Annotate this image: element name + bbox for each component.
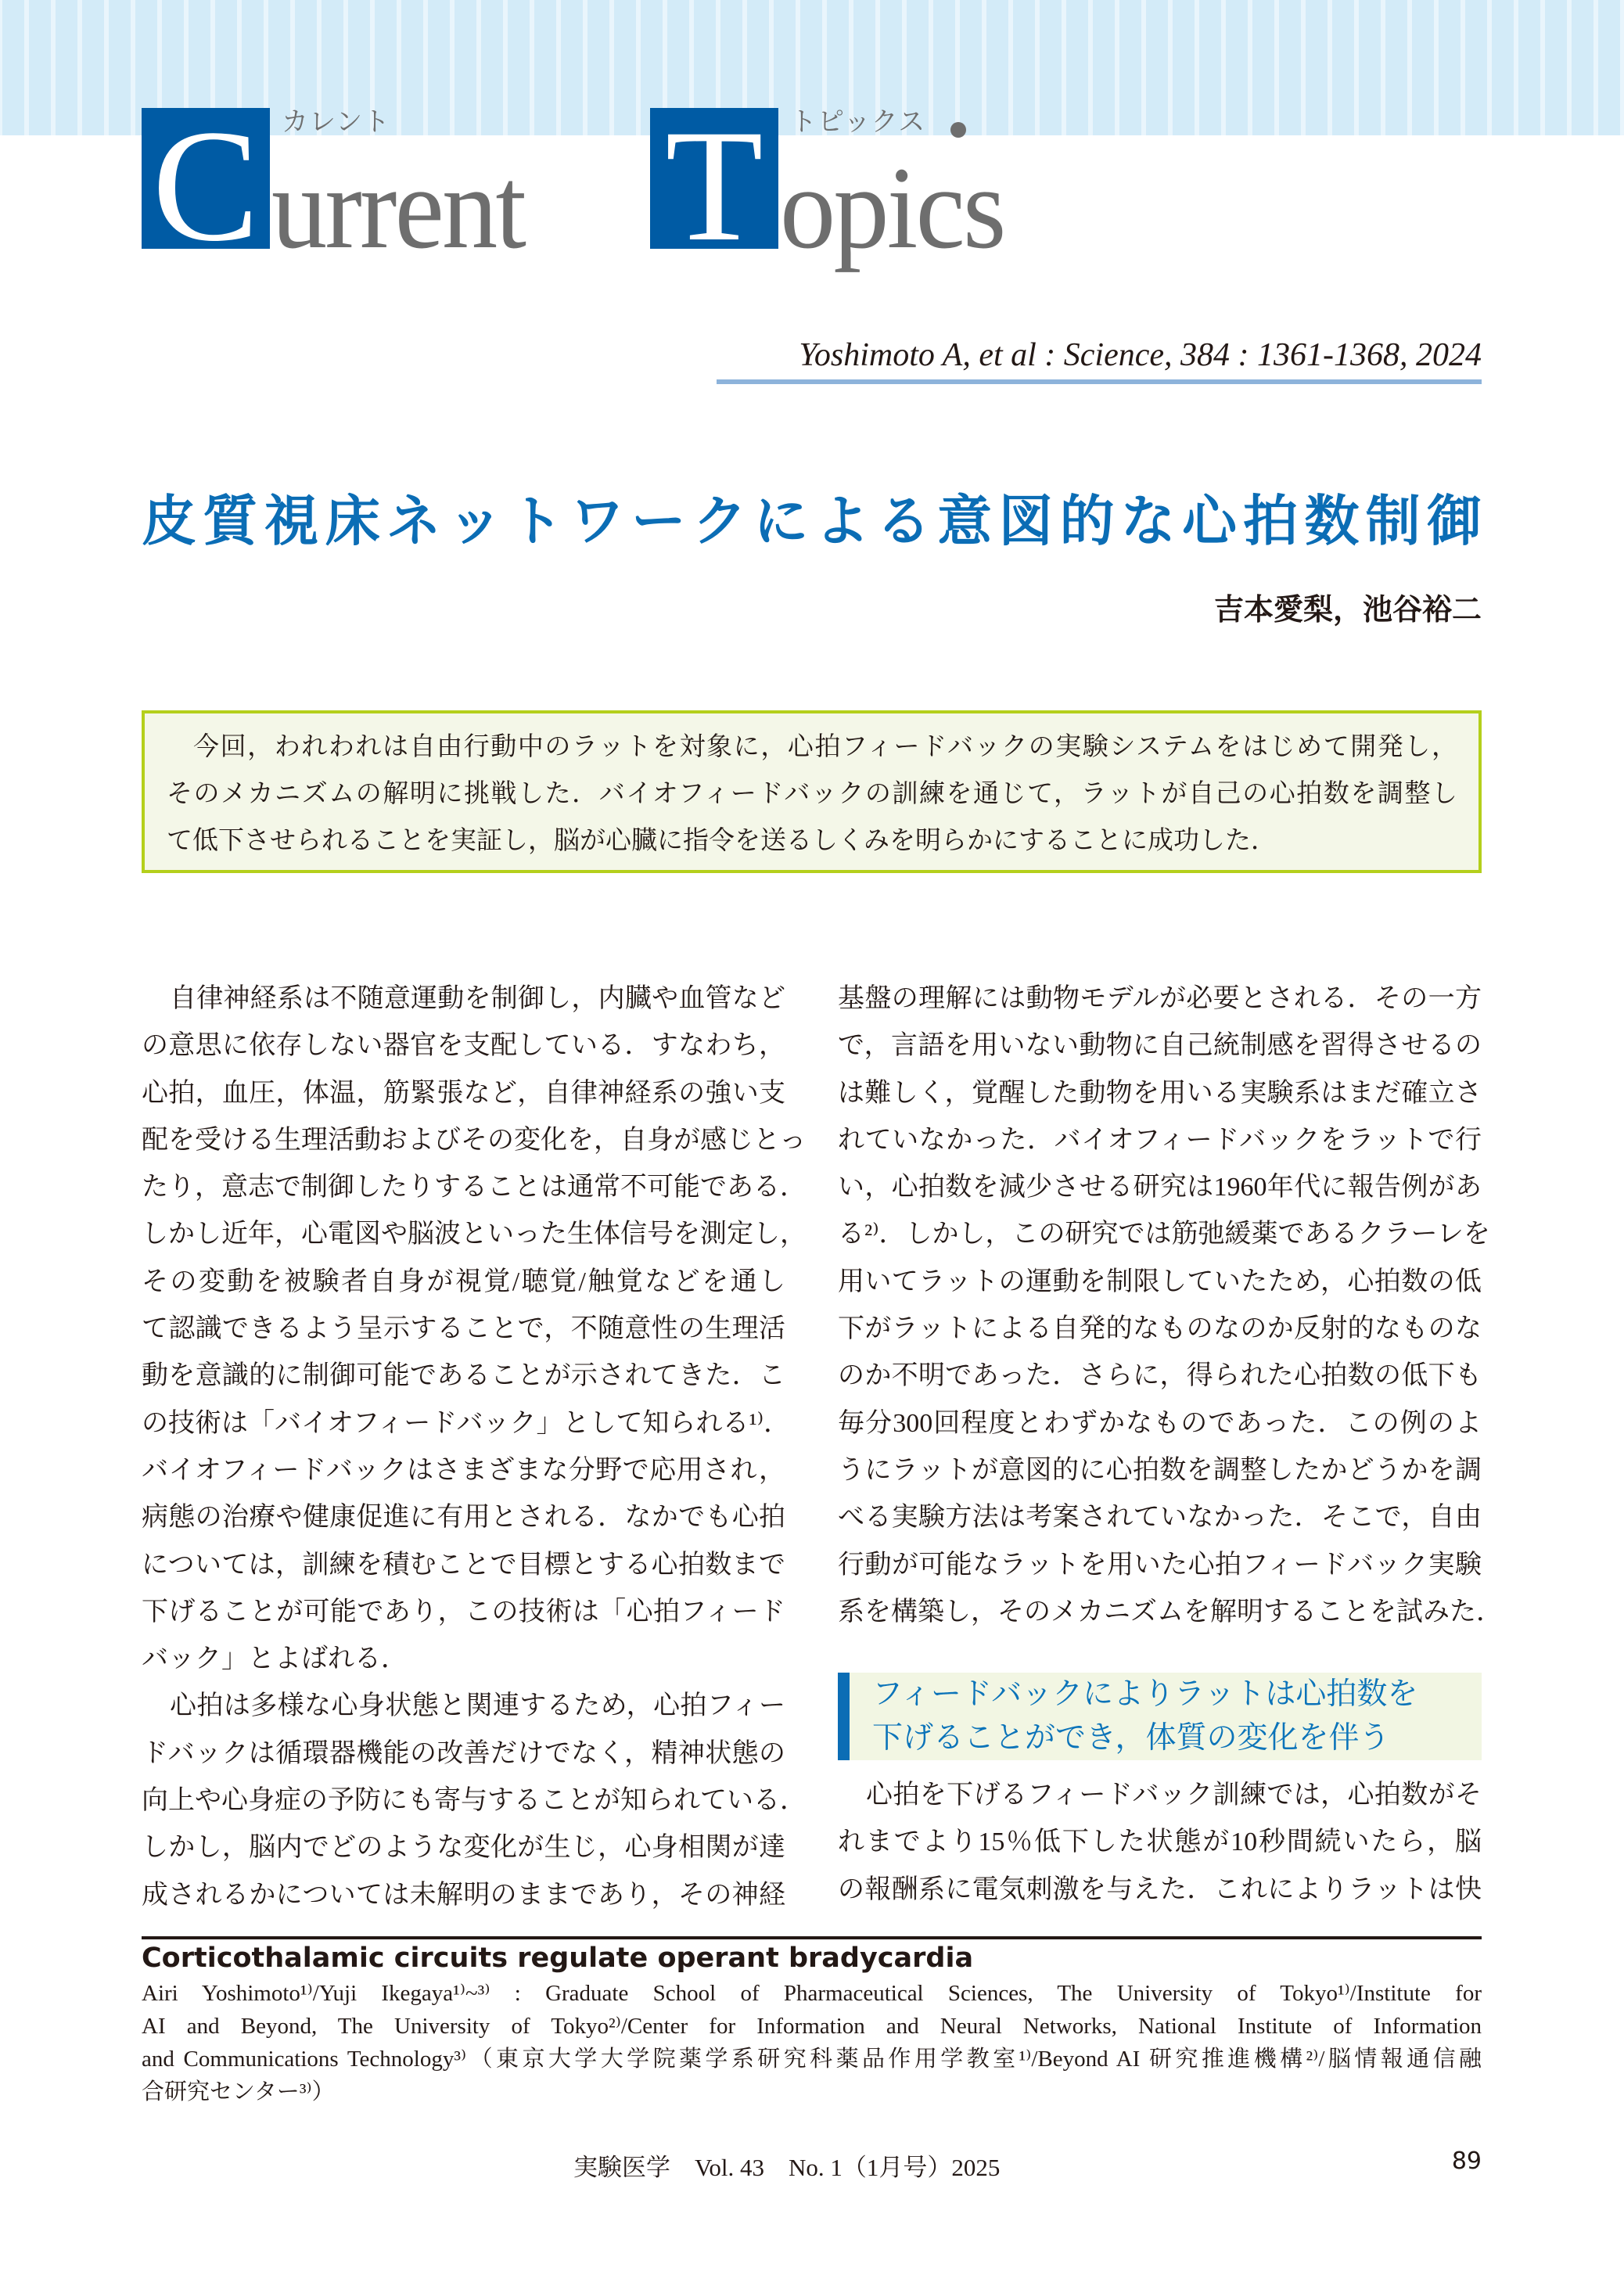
abstract-line: て低下させられることを実証し，脳が心臓に指令を送るしくみを明らかにすることに成功した． <box>167 825 1277 855</box>
affiliation-line: AI and Beyond, The University of Tokyo²⁾/Center for Information and Neural Networks, National Institute of Information <box>142 2014 1482 2039</box>
body-line: 向上や心身症の予防にも寄与することが知られている． <box>142 1786 807 1816</box>
abstract-box <box>142 710 1482 873</box>
body-line: 系を構築し，そのメカニズムを解明することを試みた． <box>838 1597 1503 1626</box>
body-line: 基盤の理解には動物モデルが必要とされる．その一方 <box>838 984 1482 1013</box>
affiliations <box>142 1977 1482 2108</box>
body-line: たり，意志で制御したりすることは通常不可能である． <box>142 1173 807 1202</box>
logo-word-topics: opics <box>780 143 1004 273</box>
body-line: 成されるかについては未解明のままであり，その神経 <box>142 1880 785 1910</box>
section-heading-line: 下げることができ，体質の変化を伴う <box>872 1720 1390 1756</box>
body-line: バイオフィードバックはさまざまな分野で応用され， <box>142 1455 785 1485</box>
section-heading <box>838 1673 1482 1760</box>
abstract-line: そのメカニズムの解明に挑戦した．バイオフィードバックの訓練を通じて，ラットが自己の心拍数を調整し <box>167 778 1457 808</box>
body-line: れていなかった．バイオフィードバックをラットで行 <box>838 1125 1482 1155</box>
body-line: その変動を被験者自身が視覚/聴覚/触覚などを通し <box>142 1267 785 1296</box>
body-column-left <box>142 976 807 1919</box>
body-line: 心拍は多様な心身状態と関連するため，心拍フィー <box>170 1691 785 1721</box>
body-line: 下げることが可能であり，この技術は「心拍フィード <box>142 1597 785 1626</box>
article-title: 皮質視床ネットワークによる意図的な心拍数制御 <box>142 489 1482 553</box>
body-column-right <box>838 976 1503 1636</box>
footer-rule <box>142 1936 1482 1939</box>
body-line: バック」とよばれる． <box>142 1644 408 1674</box>
affiliation-line: Airi Yoshimoto¹⁾/Yuji Ikegaya¹⁾~³⁾ : Graduate School of Pharmaceutical Sciences, The University of Tokyo¹⁾/Institute for <box>142 1981 1482 2006</box>
citation-underline <box>717 379 1482 384</box>
body-line: て認識できるよう呈示することで，不随意性の生理活 <box>142 1314 785 1344</box>
section-heading-bar <box>838 1673 850 1760</box>
affiliation-line: 合研究センター³⁾） <box>142 2079 335 2104</box>
body-line: の技術は「バイオフィードバック」として知られる¹⁾． <box>142 1408 791 1438</box>
body-line: 下がラットによる自発的なものなのか反射的なものな <box>838 1314 1482 1344</box>
authors: 吉本愛梨，池谷裕二 <box>1213 592 1482 627</box>
english-title: Corticothalamic circuits regulate operant bradycardia <box>142 1943 974 1974</box>
abstract-line: 今回，われわれは自由行動中のラットを対象に，心拍フィードバックの実験システムをはじめて開発し， <box>193 731 1457 761</box>
body-line: 心拍を下げるフィードバック訓練では，心拍数がそ <box>866 1781 1482 1810</box>
body-line: 動を意識的に制御可能であることが示されてきた．こ <box>142 1361 785 1391</box>
logo-kana-topics: トピックス <box>790 106 926 138</box>
logo-kana-current: カレント <box>282 106 391 138</box>
body-line: うにラットが意図的に心拍数を調整したかどうかを調 <box>838 1455 1482 1485</box>
body-line: 配を受ける生理活動およびその変化を，自身が感じとっ <box>142 1125 807 1155</box>
logo-letter: T <box>665 108 763 249</box>
body-line: は難しく，覚醒した動物を用いる実験系はまだ確立さ <box>838 1078 1482 1108</box>
body-line: 自律神経系は不随意運動を制御し，内臓や血管など <box>170 984 785 1013</box>
logo-dot-icon <box>950 122 966 138</box>
logo-letter: C <box>152 108 260 249</box>
body-line: 病態の治療や健康促進に有用とされる．なかでも心拍 <box>142 1503 785 1533</box>
section-heading-line: フィードバックによりラットは心拍数を <box>872 1677 1418 1712</box>
body-line: い，心拍数を減少させる研究は1960年代に報告例があ <box>838 1173 1482 1202</box>
body-line: 毎分300回程度とわずかなものであった．この例のよ <box>838 1408 1482 1438</box>
page-number: 89 <box>1451 2147 1482 2175</box>
logo-initial-c <box>142 108 270 249</box>
body-line: の報酬系に電気刺激を与えた．これによりラットは快 <box>838 1874 1482 1904</box>
section-heading-text <box>872 1673 1417 1760</box>
body-line: れまでより15％低下した状態が10秒間続いたら，脳 <box>838 1828 1482 1857</box>
body-column-right-continued <box>838 1772 1482 1914</box>
citation: Yoshimoto A, et al : Science, 384 : 1361-1368, 2024 <box>799 337 1482 373</box>
body-line: で，言語を用いない動物に自己統制感を習得させるの <box>838 1031 1482 1061</box>
body-line: については，訓練を積むことで目標とする心拍数まで <box>142 1550 785 1580</box>
body-line: しかし近年，心電図や脳波といった生体信号を測定し， <box>142 1220 807 1249</box>
logo-word-current: urrent <box>271 143 525 273</box>
body-line: の意思に依存しない器官を支配している．すなわち， <box>142 1031 785 1061</box>
body-line: 行動が可能なラットを用いた心拍フィードバック実験 <box>838 1550 1482 1580</box>
body-line: のか不明であった．さらに，得られた心拍数の低下も <box>838 1361 1482 1391</box>
body-line: 心拍，血圧，体温，筋緊張など，自律神経系の強い支 <box>142 1078 785 1108</box>
affiliation-line: and Communications Technology³⁾（東京大学大学院薬学系研究科薬品作用学教室¹⁾/Beyond AI 研究推進機構²⁾/脳情報通信融 <box>142 2047 1482 2072</box>
journal-info: 実験医学 Vol. 43 No. 1（1月号）2025 <box>573 2154 1001 2181</box>
body-line: ドバックは循環器機能の改善だけでなく，精神状態の <box>142 1738 785 1768</box>
logo-initial-t <box>650 108 778 249</box>
body-line: る²⁾．しかし，この研究では筋弛緩薬であるクラーレを <box>838 1220 1490 1249</box>
body-line: 用いてラットの運動を制限していたため，心拍数の低 <box>838 1267 1482 1296</box>
body-line: しかし，脳内でどのような変化が生じ，心身相関が達 <box>142 1833 785 1863</box>
body-line: べる実験方法は考案されていなかった．そこで，自由 <box>838 1503 1482 1533</box>
